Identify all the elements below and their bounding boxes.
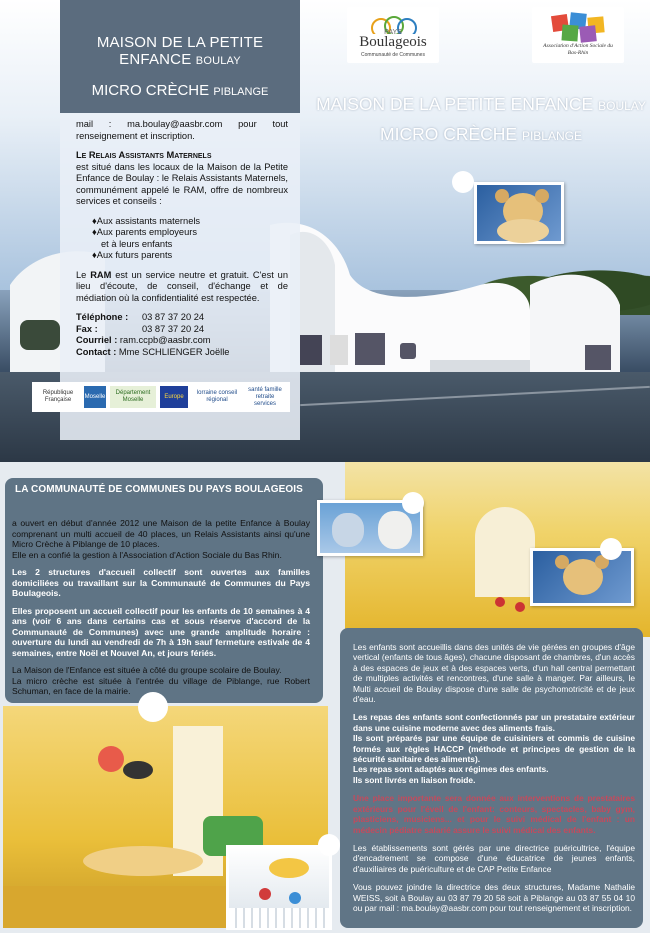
community-para1b: Elle en a confié la gestion à l'Association d'Action Sociale du Bas Rhin.	[12, 549, 282, 560]
panel-title-line2-small: BOULAY	[195, 55, 241, 67]
ram-desc-bold: RAM	[90, 269, 112, 280]
partner-logo-sante: santé famille retraite services	[248, 386, 282, 407]
decor-circle	[318, 834, 340, 856]
children-care-text	[353, 642, 635, 921]
contact-row	[76, 335, 288, 347]
main-title-line1: MAISON DE LA PETITE ENFANCE	[316, 94, 594, 114]
care-para2c: Les repas sont adaptés aux régimes des enfants.	[353, 764, 549, 775]
partner-logo-lorraine: lorraine conseil régional	[196, 390, 238, 403]
mail-text: mail : ma.boulay@aasbr.com pour tout renseignement et inscription.	[76, 119, 288, 141]
care-para1: Les enfants sont accueillis dans des unités de vie gérées en groupes d'âge vertical (enfants de tous âges), chacune disposant de chambres, d'un accès à des espaces de jeux et à des espaces verts, d'un hall central permettant de multiples activités et rencontres, d'une salle à manger. Par ailleurs, le Multi accueil de Boulay dispose d'une salle de psychomotricité et de jeux d'eau.	[353, 642, 635, 705]
partner-logo-europe: Europe	[160, 386, 188, 408]
partner-logo-republique: République Française	[42, 390, 74, 403]
community-heading: LA COMMUNAUTÉ DE COMMUNES DU PAYS BOULAGEOIS	[15, 484, 303, 495]
partner-logos-strip	[32, 382, 290, 412]
ram-description	[76, 270, 288, 305]
panel-title-line3: MICRO CRÈCHE	[91, 82, 210, 99]
cover-section	[0, 0, 650, 462]
care-para4: Les établissements sont gérés par une directrice puéricultrice, l'équipe d'encadrement se compose d'une éducatrice de jeunes enfants, d'auxiliaires de puériculture et de CAP Petite Enfance	[353, 842, 635, 874]
care-para5: Vous pouvez joindre la directrice des deux structures, Madame Nathalie WEISS, soit à Boulay au 03 87 79 20 58 soit à Piblange au 03 87 55 04 10 ou par mail : ma.boulay@aasbr.com pour tout renseignement et inscription.	[353, 882, 635, 913]
contact-value[interactable]: 03 87 37 20 24	[142, 323, 205, 334]
contact-value[interactable]: ram.ccpb@aasbr.com	[119, 335, 211, 345]
ram-intro: est situé dans les locaux de la Maison de la Petite Enfance de Boulay : le Relais Assistants Maternels, communément appelé le RAM, offre de nombreux services et conseils :	[76, 161, 288, 206]
decor-circle	[452, 171, 474, 193]
info-panel-header	[60, 0, 300, 113]
main-title-line2: MICRO CRÈCHE	[380, 124, 518, 144]
contact-value[interactable]: 03 87 37 20 24	[142, 312, 205, 322]
ram-service-item: ♦Aux futurs parents	[92, 250, 173, 260]
panel-title-line2: ENFANCE	[119, 51, 192, 68]
contact-row	[76, 312, 288, 324]
care-para2: Les repas des enfants sont confectionnés par un prestataire extérieur dans une cuisine moderne avec des aliments frais.	[353, 712, 635, 733]
community-para4b: La micro crèche est située à l'entrée du village de Piblange, rue Robert Schuman, en face de la mairie.	[12, 675, 310, 696]
panel-title-line1: MAISON DE LA PETITE	[96, 34, 264, 51]
contact-block	[76, 312, 288, 358]
contact-label: Contact :	[76, 346, 117, 357]
main-title	[312, 94, 650, 146]
contact-row	[76, 347, 288, 359]
community-text	[12, 518, 310, 704]
care-para3: Une place importante sera donnée aux interventions de prestataires extérieurs pour l'éveil de l'enfant: conteurs, spectacles, baby gym, plasticiens, musiciens... et pour le suivi médical de l'enfant : un médecin pédiatre salarié assure le suivi médical des enfants.	[353, 793, 635, 835]
logo-pays-small: PAYS	[384, 29, 402, 36]
logo-pays-sub: Communauté de Communes	[361, 52, 425, 58]
ram-desc-pre: Le	[76, 269, 87, 280]
asso-logo	[532, 7, 624, 63]
asso-logo-text: Association d'Action Sociale du Bas-Rhin	[543, 43, 613, 56]
ram-service-item: et à leurs enfants	[101, 238, 173, 249]
decor-circle	[402, 492, 424, 514]
main-title-line1-small: BOULAY	[598, 99, 646, 113]
pays-boulageois-logo	[347, 7, 439, 63]
contact-label: Téléphone :	[76, 312, 129, 322]
community-para1: a ouvert en début d'année 2012 une Maison de la petite Enfance à Boulay comprenant un multi accueil de 40 places, un Relais Assistants ainsi qu'une Micro Crèche à Piblange de 10 places.	[12, 518, 310, 549]
contact-row	[76, 324, 288, 336]
ram-heading: Le Relais Assistants Maternels	[76, 150, 212, 160]
teddy-bear-photo	[474, 182, 564, 244]
decor-circle	[138, 692, 168, 722]
community-para2: Les 2 structures d'accueil collectif sont ouvertes aux familles domiciliées ou travaillant sur la Communauté de Communes du Pays Boulageois.	[12, 567, 310, 598]
info-panel-body	[60, 113, 300, 358]
partner-logo-departement: Département Moselle	[110, 386, 156, 408]
decor-circle	[600, 538, 622, 560]
contact-value[interactable]: Mme SCHLIENGER Joëlle	[118, 346, 230, 357]
care-para2b: Ils sont préparés par une équipe de cuisiniers et commis de cuisine formés aux règles HACCP (méthode et principes de gestion de la sécurité sanitaire des aliments).	[353, 733, 635, 765]
contact-label: Courriel :	[76, 335, 118, 345]
care-para2d: Ils sont livrés en liaison froide.	[353, 774, 476, 785]
info-panel	[60, 0, 300, 440]
panel-title-line3-small: PIBLANGE	[213, 86, 269, 98]
partner-logo-moselle-snow: Moselle	[84, 386, 106, 408]
ram-services-list	[76, 216, 288, 262]
ram-service-item: ♦Aux parents employeurs	[92, 227, 197, 237]
logo-pays-name: Boulageois	[359, 34, 427, 50]
main-title-line2-small: PIBLANGE	[521, 129, 582, 143]
contact-label: Fax :	[76, 323, 98, 334]
ram-service-item: ♦Aux assistants maternels	[92, 215, 201, 226]
community-para3: Elles proposent un accueil collectif pour les enfants de 10 semaines à 4 ans (voir 6 ans dans certains cas et sous réserve d'accord de la Communauté de Communes) avec une grande amplitude horaire : ouverture du lundi au vendredi de 7h à 19h sauf fermeture estivale de 4 semaines, entre Noël et Nouvel An, et jours fériés.	[12, 605, 310, 658]
baby-mobile-photo	[226, 845, 332, 930]
community-para4a: La Maison de l'Enfance est située à côté du groupe scolaire de Boulay.	[12, 665, 282, 675]
ram-desc-post: est un service neutre et gratuit. C'est un lieu d'écoute, de conseil, d'échange et de médiation où la confidentialité est respectée.	[76, 269, 288, 303]
